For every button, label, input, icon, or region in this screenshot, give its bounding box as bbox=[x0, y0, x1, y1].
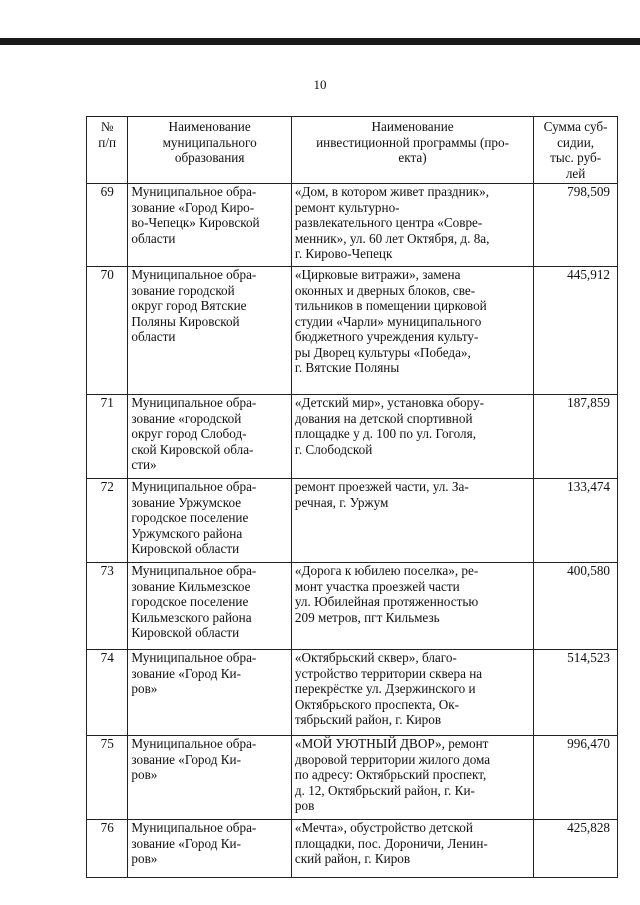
header-number: № п/п bbox=[87, 117, 128, 184]
page-number: 10 bbox=[313, 77, 327, 92]
subsidy-table-container bbox=[86, 116, 618, 878]
amount-cell: 425,828 bbox=[534, 820, 618, 878]
municipality-cell: Муниципальное обра- зование городской округ город Вятские Поляны Кировской области bbox=[128, 267, 292, 395]
subsidy-table bbox=[86, 116, 618, 878]
program-cell: «Детский мир», установка обору- дования на детской спортивной площадке у д. 100 по ул. Гоголя, г. Слободской bbox=[291, 395, 533, 479]
program-cell: «Октябрьский сквер», благо- устройство территории сквера на перекрёстке ул. Дзержинского и Октябрьского проспекта, Ок- тябрьский район, г. Киров bbox=[291, 650, 533, 736]
row-number: 73 bbox=[87, 563, 128, 650]
amount-cell: 445,912 bbox=[534, 267, 618, 395]
municipality-cell: Муниципальное обра- зование «Город Ки- ров» bbox=[128, 650, 292, 736]
header-rule bbox=[0, 38, 640, 45]
header-program: Наименование инвестиционной программы (про- екта) bbox=[291, 117, 533, 184]
table-row bbox=[87, 479, 618, 563]
amount-cell: 133,474 bbox=[534, 479, 618, 563]
program-cell: ремонт проезжей части, ул. За- речная, г. Уржум bbox=[291, 479, 533, 563]
municipality-cell: Муниципальное обра- зование «Город Киро- во-Чепецк» Кировской области bbox=[128, 184, 292, 267]
table-row bbox=[87, 395, 618, 479]
amount-cell: 798,509 bbox=[534, 184, 618, 267]
municipality-cell: Муниципальное обра- зование Кильмезское городское поселение Кильмезского района Кировской области bbox=[128, 563, 292, 650]
program-cell: «Мечта», обустройство детской площадки, пос. Дороничи, Ленин- ский район, г. Киров bbox=[291, 820, 533, 878]
program-cell: «МОЙ УЮТНЫЙ ДВОР», ремонт дворовой территории жилого дома по адресу: Октябрьский проспект, д. 12, Октябрьский район, г. Ки- ров bbox=[291, 736, 533, 820]
table-row bbox=[87, 184, 618, 267]
header-amount: Сумма суб- сидии, тыс. руб- лей bbox=[534, 117, 618, 184]
amount-cell: 996,470 bbox=[534, 736, 618, 820]
table-header-row bbox=[87, 117, 618, 184]
municipality-cell: Муниципальное обра- зование «Город Ки- ров» bbox=[128, 736, 292, 820]
table-row bbox=[87, 563, 618, 650]
header-municipality: Наименование муниципального образования bbox=[128, 117, 292, 184]
municipality-cell: Муниципальное обра- зование «Город Ки- ров» bbox=[128, 820, 292, 878]
row-number: 72 bbox=[87, 479, 128, 563]
row-number: 70 bbox=[87, 267, 128, 395]
program-cell: «Дорога к юбилею поселка», ре- монт участка проезжей части ул. Юбилейная протяженностью 209 метров, пгт Кильмезь bbox=[291, 563, 533, 650]
row-number: 74 bbox=[87, 650, 128, 736]
table-row bbox=[87, 650, 618, 736]
table-row bbox=[87, 267, 618, 395]
row-number: 76 bbox=[87, 820, 128, 878]
program-cell: «Цирковые витражи», замена оконных и дверных блоков, све- тильников в помещении цирковой студии «Чарли» муниципального бюджетного учреждения культу- ры Дворец культуры «Победа», г. Вятские Поляны bbox=[291, 267, 533, 395]
table-row bbox=[87, 736, 618, 820]
table-row bbox=[87, 820, 618, 878]
row-number: 69 bbox=[87, 184, 128, 267]
row-number: 75 bbox=[87, 736, 128, 820]
municipality-cell: Муниципальное обра- зование «городской округ город Слобод- ской Кировской обла- сти» bbox=[128, 395, 292, 479]
program-cell: «Дом, в котором живет праздник», ремонт культурно- развлекательного центра «Совре- менник», ул. 60 лет Октября, д. 8а, г. Кирово-Чепецк bbox=[291, 184, 533, 267]
amount-cell: 514,523 bbox=[534, 650, 618, 736]
amount-cell: 400,580 bbox=[534, 563, 618, 650]
municipality-cell: Муниципальное обра- зование Уржумское городское поселение Уржумского района Кировской области bbox=[128, 479, 292, 563]
row-number: 71 bbox=[87, 395, 128, 479]
amount-cell: 187,859 bbox=[534, 395, 618, 479]
